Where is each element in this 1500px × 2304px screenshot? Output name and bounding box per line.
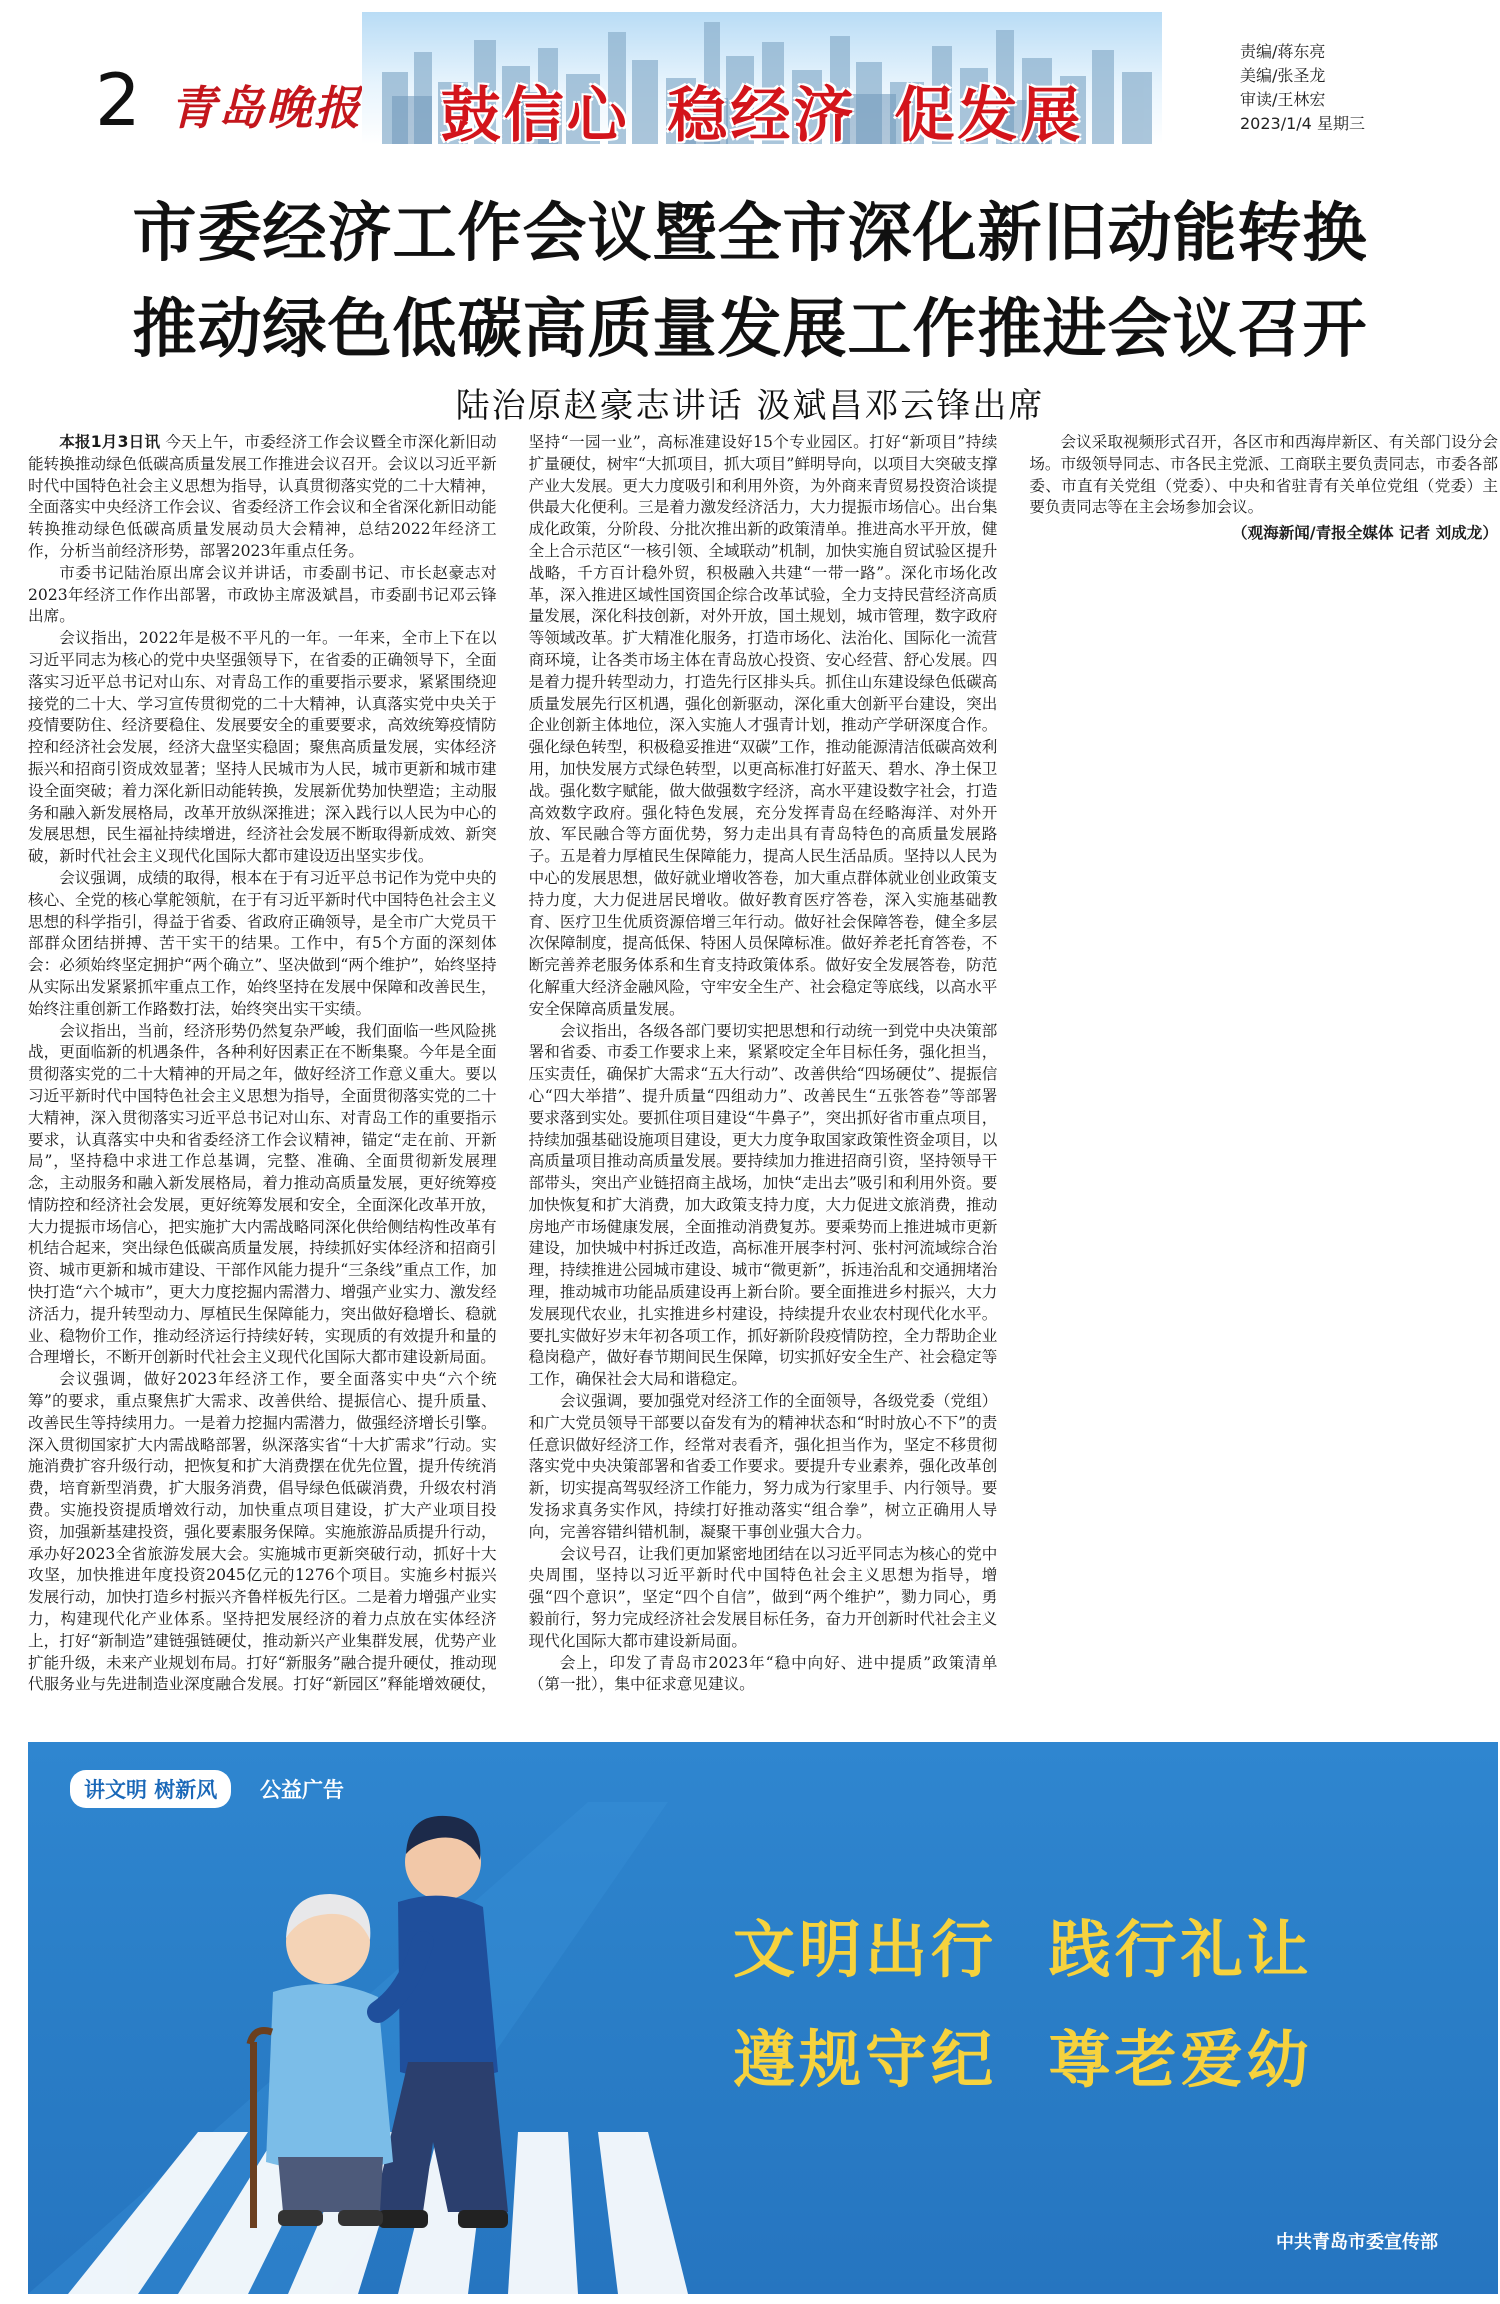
headline-line-1: 市委经济工作会议暨全市深化新旧动能转换: [132, 197, 1368, 271]
banner: [362, 12, 1162, 144]
article-paragraph: 会议指出，各级各部门要切实把思想和行动统一到党中央决策部署和省委、市委工作要求上来，紧紧咬定全年目标任务，强化担当，压实责任，确保扩大需求“五大行动”、改善供给“四场硬仗”、提振信心“四大举措”、提升质量“四组动力”、改善民生“五张答卷”等部署要求落到实处。要抓住项目建设“牛鼻子”，突出抓好省市重点项目，持续加强基础设施项目建设，更大力度争取国家政策性资金项目，以高质量项目推动高质量发展。要持续加力推进招商引资，坚持领导干部带头，突出产业链招商主战场，加快“走出去”吸引和利用外资。要加快恢复和扩大消费，加大政策支持力度，大力促进文旅消费，推动房地产市场健康发展，全面推动消费复苏。要乘势而上推进城市更新建设，加快城中村拆迁改造，高标准开展李村河、张村河流域综合治理，持续推进公园城市建设、城市“微更新”，拆违治乱和交通拥堵治理，推动城市功能品质建设再上新台阶。要全面推进乡村振兴，大力发展现代农业，扎实推进乡村建设，持续提升农业农村现代化水平。要扎实做好岁末年初各项工作，抓好新阶段疫情防控，全力帮助企业稳岗稳产，做好春节期间民生保障，切实抓好安全生产、社会稳定等工作，确保社会大局和谐稳定。: [528, 1021, 998, 1389]
headline: [0, 186, 1500, 378]
proofreader-credit: 审读/王林宏: [1240, 90, 1326, 109]
article-paragraph: 本报1月3日讯 今天上午，市委经济工作会议暨全市深化新旧动能转换推动绿色低碳高质量发展工作推进会议召开。会议以习近平新时代中国特色社会主义思想为指导，认真贯彻落实党的二十大精神，全面落实中央经济工作会议、省委经济工作会议和全省深化新旧动能转换推动绿色低碳高质量发展动员大会精神，总结2022年经济工作，分析当前经济形势，部署2023年重点任务。: [28, 433, 497, 560]
article-paragraph: 会议采取视频形式召开，各区市和西海岸新区、有关部门设分会场。市级领导同志、市各民主党派、工商联主要负责同志，市委各部委、市直有关党组（党委）、中央和省驻青有关单位党组（党委）主要负责同志等在主会场参加会议。: [1029, 433, 1498, 517]
article-paragraph: 会议指出，当前，经济形势仍然复杂严峻，我们面临一些风险挑战，更面临新的机遇条件，各种利好因素正在不断集聚。今年是全面贯彻落实党的二十大精神的开局之年，做好经济工作意义重大。要以习近平新时代中国特色社会主义思想为指导，全面贯彻落实党的二十大精神，深入贯彻落实习近平总书记对山东、对青岛工作的重要指示要求，认真落实中央和省委经济工作会议精神，锚定“走在前、开新局”，坚持稳中求进工作总基调，完整、准确、全面贯彻新发展理念，主动服务和融入新发展格局，着力推动高质量发展，更好统筹疫情防控和经济社会发展，更好统筹发展和安全，全面深化改革开放，大力提振市场信心，把实施扩大内需战略同深化供给侧结构性改革有机结合起来，突出绿色低碳高质量发展，持续抓好实体经济和招商引资、城市更新和城市建设、干部作风能力提升“三条线”重点工作，加快打造“六个城市”，更大力度挖掘内需潜力、增强产业实力、激发经济活力，提升转型动力、厚植民生保障能力，突出做好稳增长、稳就业、稳物价工作，推动经济运行持续好转，实现质的有效提升和量的合理增长，不断开创新时代社会主义现代化国际大都市建设新局面。: [28, 1021, 497, 1367]
article-paragraph: 会议号召，让我们更加紧密地团结在以习近平同志为核心的党中央周围，坚持以习近平新时代中国特色社会主义思想为指导，增强“四个意识”，坚定“四个自信”，做到“两个维护”，勠力同心，勇毅前行，努力完成经济社会发展目标任务，奋力开创新时代社会主义现代化国际大都市建设新局面。: [528, 1544, 998, 1650]
ad-slogan-line-2: 遵规守纪 尊老爱幼: [733, 2023, 1313, 2096]
editor-credit: 责编/蒋东亮: [1240, 42, 1326, 61]
article-paragraph: 会上，印发了青岛市2023年“稳中向好、进中提质”政策清单（第一批），集中征求意见建议。: [528, 1653, 998, 1694]
article-paragraph: 会议强调，做好2023年经济工作，要全面落实中央“六个统筹”的要求，重点聚焦扩大需求、改善供给、提振信心、提升质量、改善民生等持续用力。一是着力挖掘内需潜力，做强经济增长引擎。深入贯彻国家扩大内需战略部署，纵深落实省“十大扩需求”行动。实施消费扩容升级行动，把恢复和扩大消费摆在优先位置，提升传统消费，培育新型消费，扩大服务消费，倡导绿色低碳消费，升级农村消费。实施投资提质增效行动，加快重点项目建设，扩大产业项目投资，加强新基建投资，强化要素服务保障。实施旅游品质提升行动，承办好2023全省旅游发展大会。实施城市更新突破行动，抓好十大攻坚，加快推进年度投资2045亿元的1276个项目。实施乡村振兴发展行动，加快打造乡村振兴齐鲁样板先行区。二是着力增强产业实力，构建现代化产业体系。坚持把发展经济的着力点放在实体经济上，打好“新制造”建链强链硬仗，推动新兴产业集群发展，优势产业扩能升级，未来产业规划布局。打好“新服务”融合提升硬仗，推动现代服务业与先进制造业深度融合发展。打好“新园区”释能增效硬仗，坚持“一园一业”，高标准建设好15个专业园区。打好“新项目”持续扩量硬仗，树牢“大抓项目，抓大项目”鲜明导向，以项目大突破支撑产业大发展。更大力度吸引和利用外资，为外商来青贸易投资洽谈提供最大化便利。三是着力激发经济活力，大力提振市场信心。出台集成化政策，分阶段、分批次推出新的政策清单。推进高水平开放，健全上合示范区“一核引领、全域联动”机制，加快实施自贸试验区提升战略，千方百计稳外贸，积极融入共建“一带一路”。深化市场化改革，深入推进区域性国资国企综合改革试验，全力支持民营经济高质量发展，深化科技创新，对外开放，国土规划，城市管理，数字政府等领域改革。扩大精准化服务，打造市场化、法治化、国际化一流营商环境，让各类市场主体在青岛放心投资、安心经营、舒心发展。四是着力提升转型动力，打造先行区排头兵。抓住山东建设绿色低碳高质量发展先行区机遇，强化创新驱动，深化重大创新平台建设，突出企业创新主体地位，深入实施人才强青计划，推动产学研深度合作。强化绿色转型，积极稳妥推进“双碳”工作，推动能源清洁低碳高效利用，加快发展方式绿色转型，以更高标准打好蓝天、碧水、净土保卫战。强化数字赋能，做大做强数字经济，高水平建设数字社会，打造高效数字政府。强化特色发展，充分发挥青岛在经略海洋、对外开放、军民融合等方面优势，努力走出具有青岛特色的高质量发展路子。五是着力厚植民生保障能力，提高人民生活品质。坚持以人民为中心的发展思想，做好就业增收答卷，加大重点群体就业创业政策支持力度，大力促进居民增收。做好教育医疗答卷，深入实施基础教育、医疗卫生优质资源倍增三年行动。做好社会保障答卷，健全多层次保障制度，提高低保、特困人员保障标准。做好养老托育答卷，不断完善养老服务体系和生育支持政策体系。做好安全发展答卷，防范化解重大经济金融风险，守牢安全生产、社会稳定等底线，以高水平安全保障高质量发展。: [28, 433, 998, 1694]
art-editor-credit: 美编/张圣龙: [1240, 66, 1326, 85]
headline-line-2: 推动绿色低碳高质量发展工作推进会议召开: [132, 293, 1368, 367]
article-body: [28, 432, 1498, 1717]
article-paragraph: 会议强调，要加强党对经济工作的全面领导，各级党委（党组）和广大党员领导干部要以奋发有为的精神状态和“时时放心不下”的责任意识做好经济工作，经常对表看齐，强化担当作为，坚定不移贯彻落实党中央决策部署和省委工作要求。要提升专业素养，强化改革创新，切实提高驾驭经济工作能力，努力成为行家里手、内行领导。要发扬求真务实作风，持续打好推动落实“组合拳”，树立正确用人导向，完善容错纠错机制，凝聚干事创业强大合力。: [528, 1392, 998, 1541]
masthead: [0, 0, 1500, 150]
ad-sponsor: 中共青岛市委宣传部: [1276, 2232, 1438, 2253]
article-paragraph: 会议指出，2022年是极不平凡的一年。一年来，全市上下在以习近平同志为核心的党中央坚强领导下，在省委的正确领导下，全面落实习近平总书记对山东、对青岛工作的重要指示要求，紧紧围绕迎接党的二十大、学习宣传贯彻党的二十大精神，认真落实党中央关于疫情要防住、经济要稳住、发展要安全的重要要求，高效统筹疫情防控和经济社会发展，经济大盘坚实稳固；聚焦高质量发展，实体经济振兴和招商引资成效显著；坚持人民城市为人民，城市更新和城市建设全面突破；着力深化新旧动能转换，发展新优势加快塑造；主动服务和融入新发展格局，改革开放纵深推进；深入践行以人民为中心的发展思想，民生福祉持续增进，经济社会发展不断取得新成效、新突破，新时代社会主义现代化国际大都市建设迈出坚实步伐。: [28, 629, 497, 866]
public-service-ad: [28, 1742, 1498, 2294]
editor-info: [1240, 40, 1365, 136]
article-paragraph: 会议强调，成绩的取得，根本在于有习近平总书记作为党中央的核心、全党的核心掌舵领航，在于有习近平新时代中国特色社会主义思想的科学指引，得益于省委、省政府正确领导，是全市广大党员干部群众团结拼搏、苦干实干的结果。工作中，有5个方面的深刻体会：必须始终坚定拥护“两个确立”、坚决做到“两个维护”，始终坚持从实际出发紧紧抓牢重点工作，始终坚持在发展中保障和改善民生，始终注重创新工作路数打法，始终突出实干实绩。: [28, 868, 497, 1018]
ad-campaign-tag: 讲文明 树新风: [70, 1770, 231, 1808]
ad-slogan-line-1: 文明出行 践行礼让: [733, 1913, 1313, 1986]
dateline: 本报1月3日讯: [59, 433, 161, 451]
newspaper-logo: 青岛晚报: [170, 81, 362, 135]
subheadline: 陆治原赵豪志讲话 汲斌昌邓云锋出席: [455, 386, 1045, 426]
article-paragraph: 市委书记陆治原出席会议并讲话，市委副书记、市长赵豪志对2023年经济工作作出部署，市政协主席汲斌昌，市委副书记邓云锋出席。: [28, 563, 497, 626]
byline: （观海新闻/青报全媒体 记者 刘成龙）: [1231, 524, 1498, 543]
banner-slogan: 鼓信心 稳经济 促发展: [440, 81, 1084, 144]
issue-date: 2023/1/4 星期三: [1240, 114, 1365, 133]
ad-type-label: 公益广告: [260, 1778, 344, 1802]
page-number: 2: [95, 58, 141, 142]
